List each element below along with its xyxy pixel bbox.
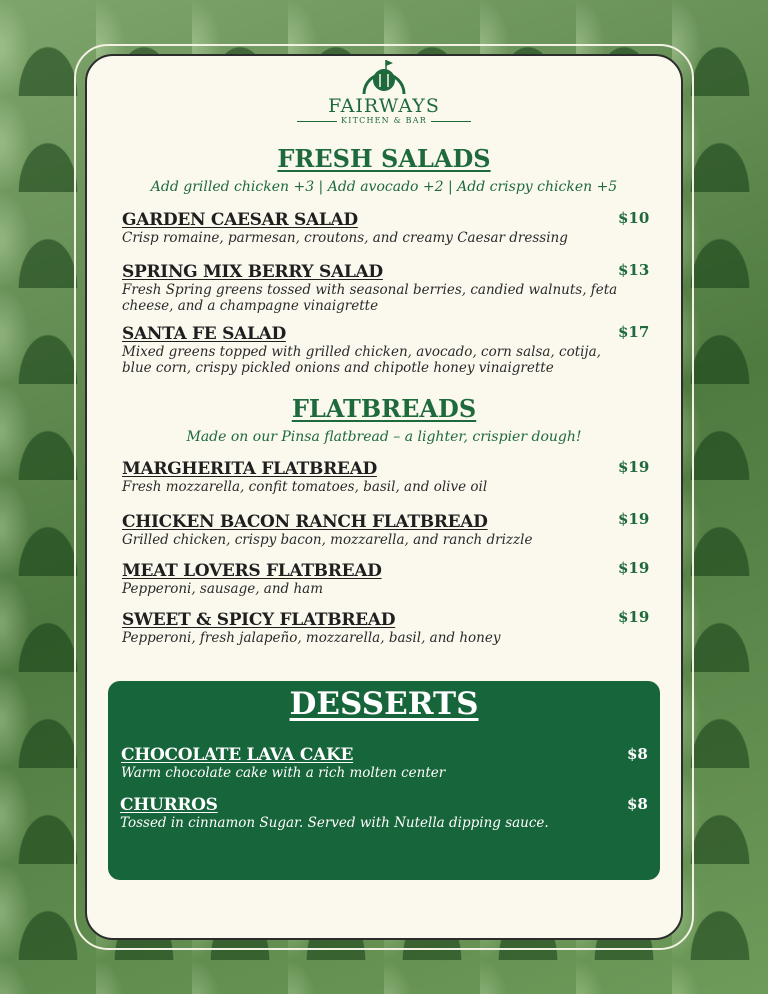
item-price: $19 (618, 510, 650, 528)
item-description: Pepperoni, fresh jalapeño, mozzarella, basil, and honey (122, 630, 501, 646)
item-description: Warm chocolate cake with a rich molten center (121, 765, 446, 781)
item-description: Fresh Spring greens tossed with seasonal berries, candied walnuts, feta cheese, and a champagne vinaigrette (122, 282, 618, 314)
menu-item (122, 512, 652, 548)
item-price: $19 (618, 608, 650, 626)
item-name: SWEET & SPICY FLATBREAD (122, 610, 396, 630)
brand-name: FAIRWAYS (328, 95, 440, 117)
item-name: SANTA FE SALAD (122, 324, 286, 344)
item-price: $8 (627, 795, 648, 813)
item-name: MARGHERITA FLATBREAD (122, 459, 377, 479)
section-title-salads: FRESH SALADS (277, 144, 491, 173)
brand-subtitle: KITCHEN & BAR (0, 116, 768, 126)
item-description: Fresh mozzarella, confit tomatoes, basil, and olive oil (122, 479, 488, 495)
item-price: $17 (618, 323, 650, 341)
golf-flag-utensils-icon (356, 56, 412, 96)
section-note-flatbreads: Made on our Pinsa flatbread – a lighter, crispier dough! (186, 429, 582, 445)
menu-item (122, 262, 652, 314)
item-price: $19 (618, 559, 650, 577)
item-name: CHOCOLATE LAVA CAKE (121, 745, 354, 765)
menu-item (122, 459, 652, 495)
item-name: CHICKEN BACON RANCH FLATBREAD (122, 512, 488, 532)
item-description: Crisp romaine, parmesan, croutons, and creamy Caesar dressing (122, 230, 568, 246)
menu-item (121, 745, 621, 781)
item-description: Tossed in cinnamon Sugar. Served with Nutella dipping sauce. (120, 815, 549, 831)
menu-item (122, 561, 652, 597)
item-name: SPRING MIX BERRY SALAD (122, 262, 383, 282)
item-price: $10 (618, 209, 650, 227)
item-description: Mixed greens topped with grilled chicken, avocado, corn salsa, cotija, blue corn, crispy pickled onions and chipotle honey vinaigrette (122, 344, 601, 376)
section-title-flatbreads: FLATBREADS (291, 394, 477, 423)
item-description: Grilled chicken, crispy bacon, mozzarella, and ranch drizzle (122, 532, 533, 548)
item-price: $13 (618, 261, 650, 279)
menu-item (120, 795, 620, 831)
item-price: $19 (618, 458, 650, 476)
section-note-salads: Add grilled chicken +3 | Add avocado +2 | Add crispy chicken +5 (150, 179, 618, 195)
brand-logo (0, 56, 768, 126)
item-name: GARDEN CAESAR SALAD (122, 210, 358, 230)
menu-item (122, 210, 652, 246)
item-name: MEAT LOVERS FLATBREAD (122, 561, 382, 581)
item-name: CHURROS (120, 795, 218, 815)
item-description: Pepperoni, sausage, and ham (122, 581, 323, 597)
menu-item (122, 324, 652, 376)
section-title-desserts: DESSERTS (289, 686, 479, 722)
item-price: $8 (627, 745, 648, 763)
menu-item (122, 610, 652, 646)
